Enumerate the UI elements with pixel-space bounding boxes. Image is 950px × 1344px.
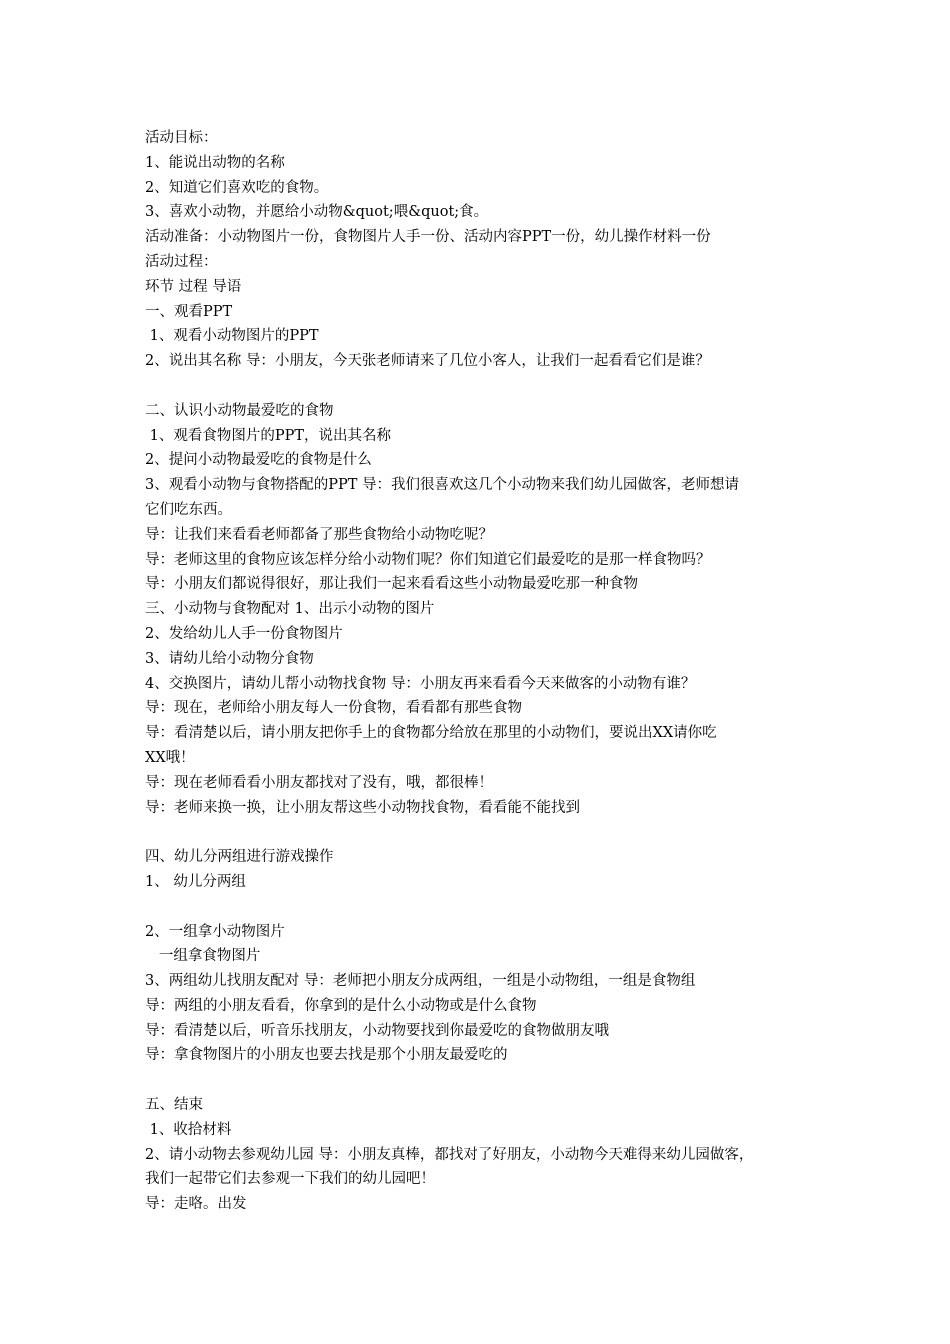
section-3-guide-4: 导：老师来换一换，让小朋友帮这些小动物找食物，看看能不能找到: [145, 799, 580, 816]
section-3-guide-2-cont: XX哦！: [145, 749, 195, 766]
section-4-step-3: 3、两组幼儿找朋友配对 导：老师把小朋友分成两组，一组是小动物组，一组是食物组: [145, 973, 696, 990]
section-3-step-4: 4、交换图片，请幼儿帮小动物找食物 导：小朋友再来看看今天来做客的小动物有谁？: [145, 675, 696, 692]
section-4-guide-2: 导：看清楚以后，听音乐找朋友，小动物要找到你最爱吃的食物做朋友哦: [145, 1022, 609, 1039]
process-column-labels: 环节 过程 导语: [145, 278, 242, 295]
section-3-step-2: 2、发给幼儿人手一份食物图片: [145, 625, 343, 642]
document-body: [145, 126, 810, 1217]
section-3-guide-2: 导：看清楚以后，请小朋友把你手上的食物都分给放在那里的小动物们，要说出XX请你吃: [145, 725, 717, 742]
goal-item-3: 3、喜欢小动物，并愿给小动物&quot;喂&quot;食。: [145, 204, 489, 221]
blank-line: [145, 374, 810, 399]
blank-line: [145, 1068, 810, 1093]
blank-line: [145, 895, 810, 920]
section-4-guide-3: 导：拿食物图片的小朋友也要去找是那个小朋友最爱吃的: [145, 1047, 508, 1064]
section-4-guide-1: 导：两组的小朋友看看，你拿到的是什么小动物或是什么食物: [145, 997, 537, 1014]
activity-preparation: 活动准备：小动物图片一份，食物图片人手一份、活动内容PPT一份，幼儿操作材料一份: [145, 229, 711, 246]
section-2-guide-3: 导：小朋友们都说得很好，那让我们一起来看看这些小动物最爱吃那一种食物: [145, 576, 638, 593]
section-3-step-3: 3、请幼儿给小动物分食物: [145, 650, 314, 667]
section-2-heading: 二、认识小动物最爱吃的食物: [145, 402, 334, 419]
section-4-step-2-cont: 一组拿食物图片: [145, 948, 261, 965]
section-1-step-1: 1、观看小动物图片的PPT: [145, 328, 319, 345]
section-5-step-2: 2、请小动物去参观幼儿园 导：小朋友真棒，都找对了好朋友，小动物今天难得来幼儿园做客，: [145, 1146, 754, 1163]
section-4-step-2: 2、一组拿小动物图片: [145, 923, 285, 940]
goal-item-1: 1、能说出动物的名称: [145, 154, 285, 171]
heading-activity-process: 活动过程：: [145, 253, 218, 270]
section-3-guide-3: 导：现在老师看看小朋友都找对了没有，哦，都很棒！: [145, 774, 493, 791]
blank-line: [145, 820, 810, 845]
section-4-heading: 四、幼儿分两组进行游戏操作: [145, 849, 334, 866]
section-5-step-1: 1、收拾材料: [145, 1121, 232, 1138]
section-2-step-3-cont: 它们吃东西。: [145, 501, 232, 518]
goal-item-2: 2、知道它们喜欢吃的食物。: [145, 179, 329, 196]
section-2-step-3: 3、观看小动物与食物搭配的PPT 导：我们很喜欢这几个小动物来我们幼儿园做客，老师想请: [145, 477, 740, 494]
section-5-heading: 五、结束: [145, 1097, 203, 1114]
section-2-guide-2: 导：老师这里的食物应该怎样分给小动物们呢？你们知道它们最爱吃的是那一样食物吗？: [145, 551, 711, 568]
section-1-step-2: 2、说出其名称 导：小朋友，今天张老师请来了几位小客人，让我们一起看看它们是谁？: [145, 353, 710, 370]
section-3-guide-1: 导：现在，老师给小朋友每人一份食物，看看都有那些食物: [145, 700, 522, 717]
section-5-step-2-cont: 我们一起带它们去参观一下我们的幼儿园吧！: [145, 1171, 435, 1188]
section-4-step-1: 1、 幼儿分两组: [145, 873, 246, 890]
heading-activity-goal: 活动目标：: [145, 130, 218, 146]
section-3-heading: 三、小动物与食物配对 1、出示小动物的图片: [145, 601, 435, 618]
section-2-guide-1: 导：让我们来看看老师都备了那些食物给小动物吃呢？: [145, 526, 493, 543]
section-1-heading: 一、观看PPT: [145, 303, 233, 320]
section-5-guide-1: 导：走咯。出发: [145, 1196, 247, 1213]
section-2-step-2: 2、提问小动物最爱吃的食物是什么: [145, 452, 372, 469]
section-2-step-1: 1、观看食物图片的PPT，说出其名称: [145, 427, 392, 444]
